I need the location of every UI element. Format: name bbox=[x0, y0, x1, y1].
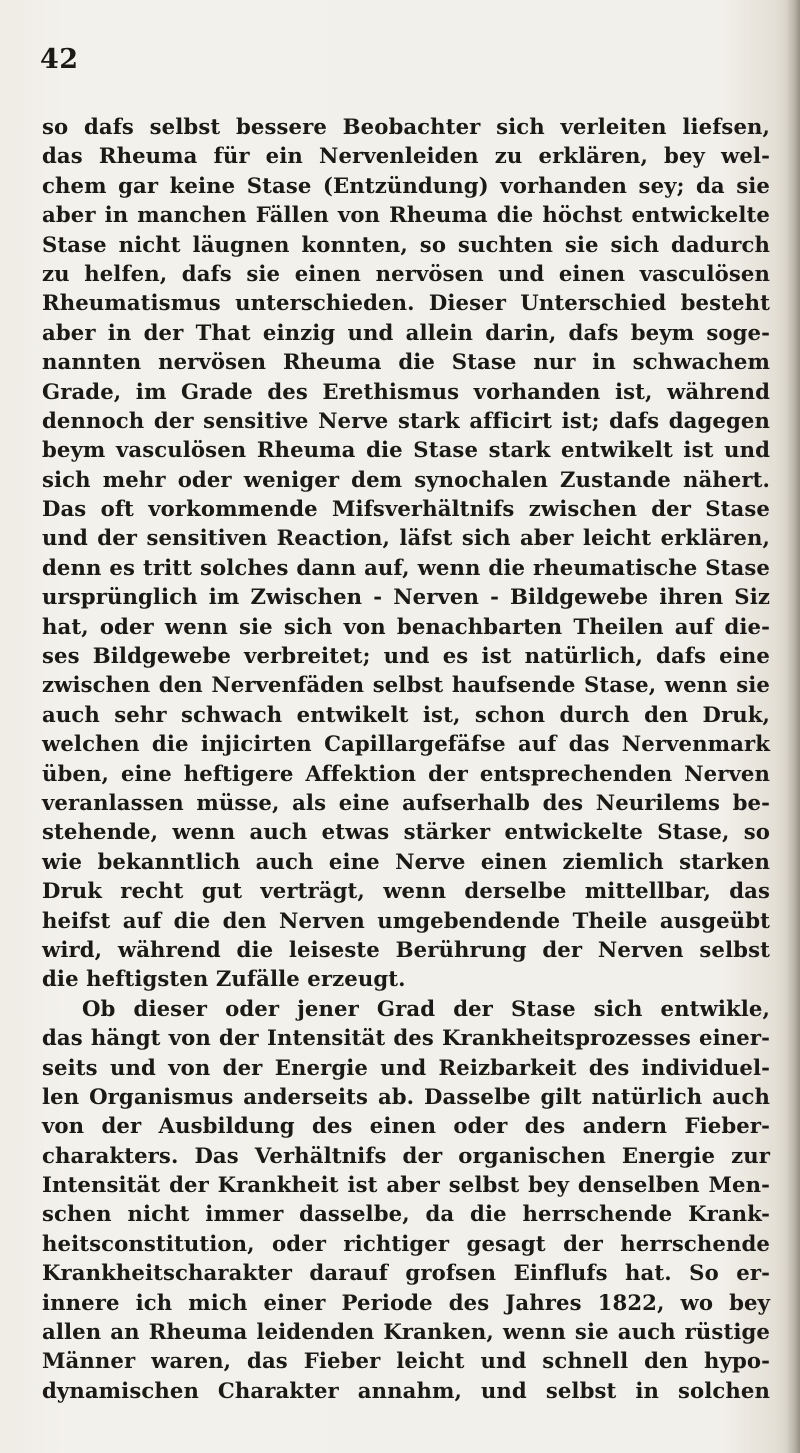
text-line: aber in manchen Fällen von Rheuma die höchst entwickelte bbox=[42, 202, 770, 228]
text-line: Ob dieser oder jener Grad der Stase sich entwikle, bbox=[82, 995, 770, 1021]
text-line: das hängt von der Intensität des Krankheitsprozesses einer- bbox=[42, 1025, 770, 1051]
text-line: Intensität der Krankheit ist aber selbst bey denselben Men- bbox=[42, 1172, 770, 1198]
text-line: zu helfen, dafs sie einen nervösen und einen vasculösen bbox=[42, 260, 770, 286]
text-line: Druk recht gut verträgt, wenn derselbe mittellbar, das bbox=[42, 878, 770, 904]
text-line: charakters. Das Verhältnifs der organischen Energie zur bbox=[42, 1142, 770, 1168]
text-line: zwischen den Nervenfäden selbst haufsende Stase, wenn sie bbox=[42, 672, 770, 698]
text-line: Stase nicht läugnen konnten, so suchten sie sich dadurch bbox=[42, 231, 770, 257]
text-line: beym vasculösen Rheuma die Stase stark entwikelt ist und bbox=[42, 437, 770, 463]
text-line: dynamischen Charakter annahm, und selbst in solchen bbox=[42, 1377, 770, 1403]
text-line: stehende, wenn auch etwas stärker entwickelte Stase, so bbox=[42, 819, 770, 845]
text-line: welchen die injicirten Capillargefäfse auf das Nervenmark bbox=[42, 731, 770, 757]
text-line: allen an Rheuma leidenden Kranken, wenn sie auch rüstige bbox=[42, 1319, 770, 1345]
page-edge-shadow bbox=[786, 0, 800, 1453]
text-line: nannten nervösen Rheuma die Stase nur in schwachem bbox=[42, 349, 770, 375]
text-line: Das oft vorkommende Mifsverhältnifs zwischen der Stase bbox=[42, 496, 770, 522]
text-line: innere ich mich einer Periode des Jahres 1822, wo bey bbox=[42, 1289, 770, 1315]
text-line: ursprünglich im Zwischen - Nerven - Bildgewebe ihren Siz bbox=[42, 584, 770, 610]
text-line: hat, oder wenn sie sich von benachbarten Theilen auf die- bbox=[42, 613, 770, 639]
text-line: dennoch der sensitive Nerve stark afficirt ist; dafs dagegen bbox=[42, 407, 770, 433]
page-number: 42 bbox=[40, 44, 79, 75]
body-text bbox=[42, 112, 770, 1405]
text-line: seits und von der Energie und Reizbarkeit des individuel- bbox=[42, 1054, 770, 1080]
text-line: von der Ausbildung des einen oder des andern Fieber- bbox=[42, 1113, 770, 1139]
text-line: len Organismus anderseits ab. Dasselbe gilt natürlich auch bbox=[42, 1083, 770, 1109]
text-line: heifst auf die den Nerven umgebendende Theile ausgeübt bbox=[42, 907, 770, 933]
text-line: schen nicht immer dasselbe, da die herrschende Krank- bbox=[42, 1201, 770, 1227]
text-line: auch sehr schwach entwikelt ist, schon durch den Druk, bbox=[42, 701, 770, 727]
text-line: das Rheuma für ein Nervenleiden zu erklären, bey wel- bbox=[42, 143, 770, 169]
text-line: Rheumatismus unterschieden. Dieser Unterschied besteht bbox=[42, 290, 770, 316]
text-line: Grade, im Grade des Erethismus vorhanden ist, während bbox=[42, 378, 770, 404]
text-line: und der sensitiven Reaction, läfst sich aber leicht erklären, bbox=[42, 525, 770, 551]
text-line: sich mehr oder weniger dem synochalen Zustande nähert. bbox=[42, 466, 770, 492]
text-line: Krankheitscharakter darauf grofsen Einflufs hat. So er- bbox=[42, 1260, 770, 1286]
text-line: wird, während die leiseste Berührung der Nerven selbst bbox=[42, 936, 770, 962]
text-line: denn es tritt solches dann auf, wenn die rheumatische Stase bbox=[42, 554, 770, 580]
text-line: üben, eine heftigere Affektion der entsprechenden Nerven bbox=[42, 760, 770, 786]
text-line: Männer waren, das Fieber leicht und schnell den hypo- bbox=[42, 1348, 770, 1374]
text-line: aber in der That einzig und allein darin, dafs beym soge- bbox=[42, 319, 770, 345]
text-line: ses Bildgewebe verbreitet; und es ist natürlich, dafs eine bbox=[42, 643, 770, 669]
text-line: so dafs selbst bessere Beobachter sich verleiten liefsen, bbox=[42, 114, 770, 139]
text-line: veranlassen müsse, als eine aufserhalb des Neurilems be- bbox=[42, 789, 770, 815]
text-line: heitsconstitution, oder richtiger gesagt der herrschende bbox=[42, 1230, 770, 1256]
text-line: die heftigsten Zufälle erzeugt. bbox=[42, 966, 406, 992]
text-line: wie bekanntlich auch eine Nerve einen ziemlich starken bbox=[42, 848, 770, 874]
text-line: chem gar keine Stase (Entzündung) vorhanden sey; da sie bbox=[42, 172, 770, 198]
